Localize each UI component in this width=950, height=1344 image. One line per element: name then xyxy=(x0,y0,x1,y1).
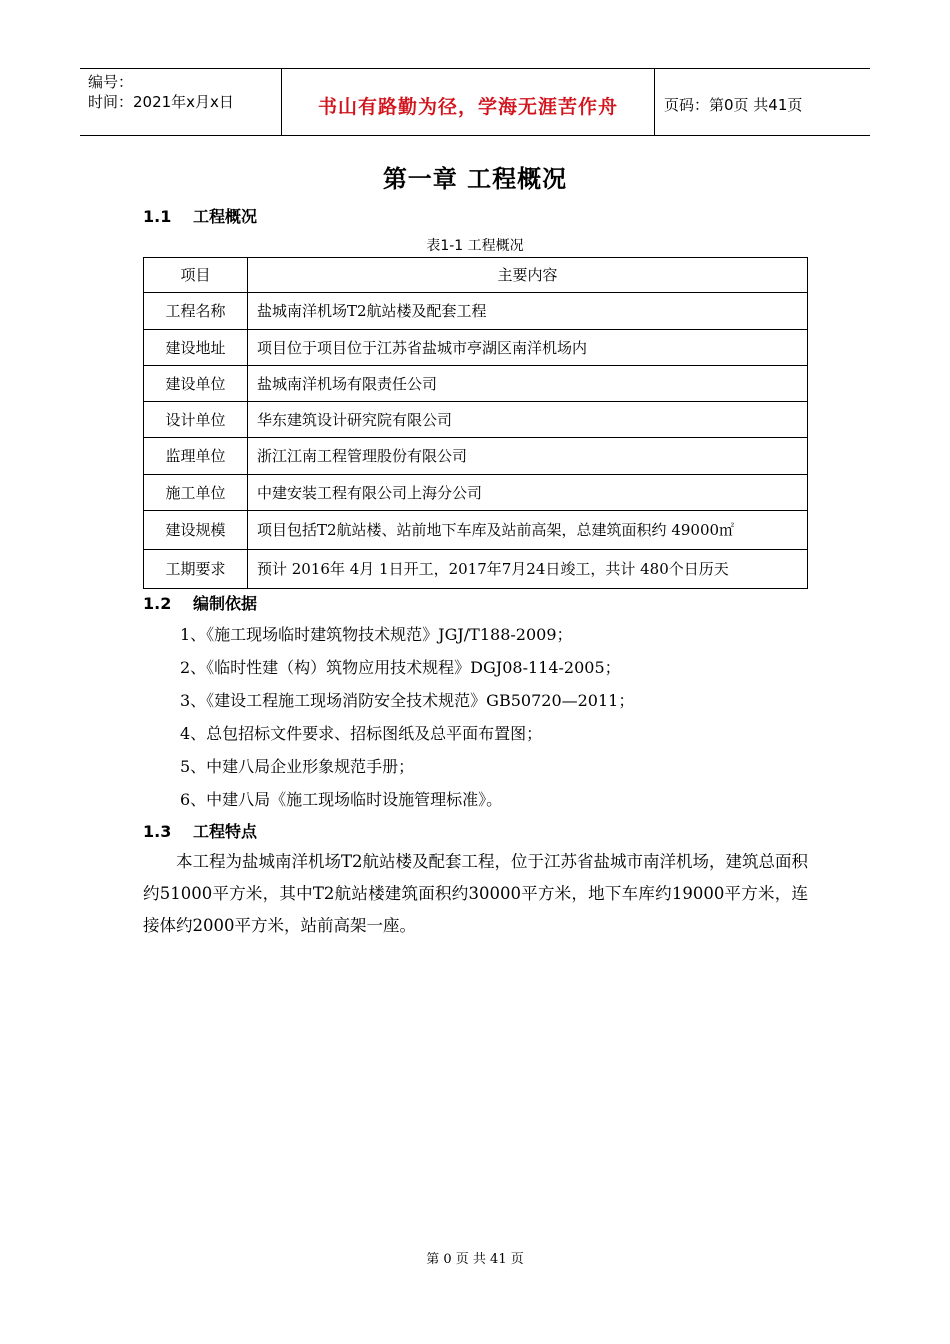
table-row-value: 预计 2016年 4月 1日开工，2017年7月24日竣工，共计 480个日历天 xyxy=(248,550,808,589)
table-row-value: 中建安装工程有限公司上海分公司 xyxy=(248,475,808,511)
table-row xyxy=(144,550,808,589)
list-item: 2、《临时性建（构）筑物应用技术规程》DGJ08-114-2005； xyxy=(180,658,621,677)
table-row xyxy=(144,402,808,438)
table-row-value: 浙江江南工程管理股份有限公司 xyxy=(248,438,808,475)
table-row xyxy=(144,366,808,402)
header-motto: 书山有路勤为径，学海无涯苦作舟 xyxy=(317,96,618,118)
table-row-value: 华东建筑设计研究院有限公司 xyxy=(248,402,808,438)
table-row-key: 建设单位 xyxy=(144,366,248,402)
section-number: 1.2 xyxy=(143,594,172,613)
table-row-key: 建设地址 xyxy=(144,330,248,366)
table-caption: 表1-1 工程概况 xyxy=(426,238,524,254)
table-row xyxy=(144,438,808,475)
section-title: 工程概况 xyxy=(193,207,258,226)
table-row-key: 监理单位 xyxy=(144,438,248,475)
list-item: 3、《建设工程施工现场消防安全技术规范》GB50720—2011； xyxy=(180,691,635,710)
header-top-rule xyxy=(80,68,870,69)
table-row-value: 盐城南洋机场T2航站楼及配套工程 xyxy=(248,293,808,330)
list-item: 5、中建八局企业形象规范手册； xyxy=(180,757,415,776)
table-row-key: 工期要求 xyxy=(144,550,248,589)
section-number: 1.3 xyxy=(143,822,172,841)
header-number-label: 编号： xyxy=(88,73,134,91)
features-paragraph: 本工程为盐城南洋机场T2航站楼及配套工程，位于江苏省盐城市南洋机场，建筑总面积约51000平方米，其中T2航站楼建筑面积约30000平方米，地下车库约19000平方米，连接体约2000平方米，站前高架一座。 xyxy=(143,852,809,935)
table-row xyxy=(144,511,808,550)
header-divider-right xyxy=(654,68,655,136)
list-item: 1、《施工现场临时建筑物技术规范》JGJ/T188-2009； xyxy=(180,625,573,644)
header-bottom-rule xyxy=(80,135,870,136)
table-header-value: 主要内容 xyxy=(248,258,808,293)
section-1-2-heading xyxy=(143,591,257,614)
table-row-key: 建设规模 xyxy=(144,511,248,550)
list-item: 6、中建八局《施工现场临时设施管理标准》。 xyxy=(180,790,503,809)
list-item: 4、总包招标文件要求、招标图纸及总平面布置图； xyxy=(180,724,543,743)
section-1-3-heading xyxy=(143,819,257,842)
header-date-label: 时间：2021年x月x日 xyxy=(88,93,234,111)
header-page-label: 页码：第0页 共41页 xyxy=(664,96,803,114)
project-overview-table xyxy=(143,257,808,589)
section-number: 1.1 xyxy=(143,207,172,226)
table-row-value: 项目包括T2航站楼、站前地下车库及站前高架，总建筑面积约 49000㎡ xyxy=(248,511,808,550)
table-row xyxy=(144,293,808,330)
section-1-1-heading xyxy=(143,204,257,227)
chapter-title: 第一章 工程概况 xyxy=(382,165,568,193)
page-footer: 第 0 页 共 41 页 xyxy=(426,1252,524,1267)
table-row-key: 工程名称 xyxy=(144,293,248,330)
table-row-value: 盐城南洋机场有限责任公司 xyxy=(248,366,808,402)
table-row-key: 设计单位 xyxy=(144,402,248,438)
table-row-key: 施工单位 xyxy=(144,475,248,511)
section-title: 编制依据 xyxy=(193,594,258,613)
table-row xyxy=(144,475,808,511)
table-row xyxy=(144,330,808,366)
table-header-key: 项目 xyxy=(144,258,248,293)
table-header-row xyxy=(144,258,808,293)
section-title: 工程特点 xyxy=(193,822,258,841)
table-row-value: 项目位于项目位于江苏省盐城市亭湖区南洋机场内 xyxy=(248,330,808,366)
